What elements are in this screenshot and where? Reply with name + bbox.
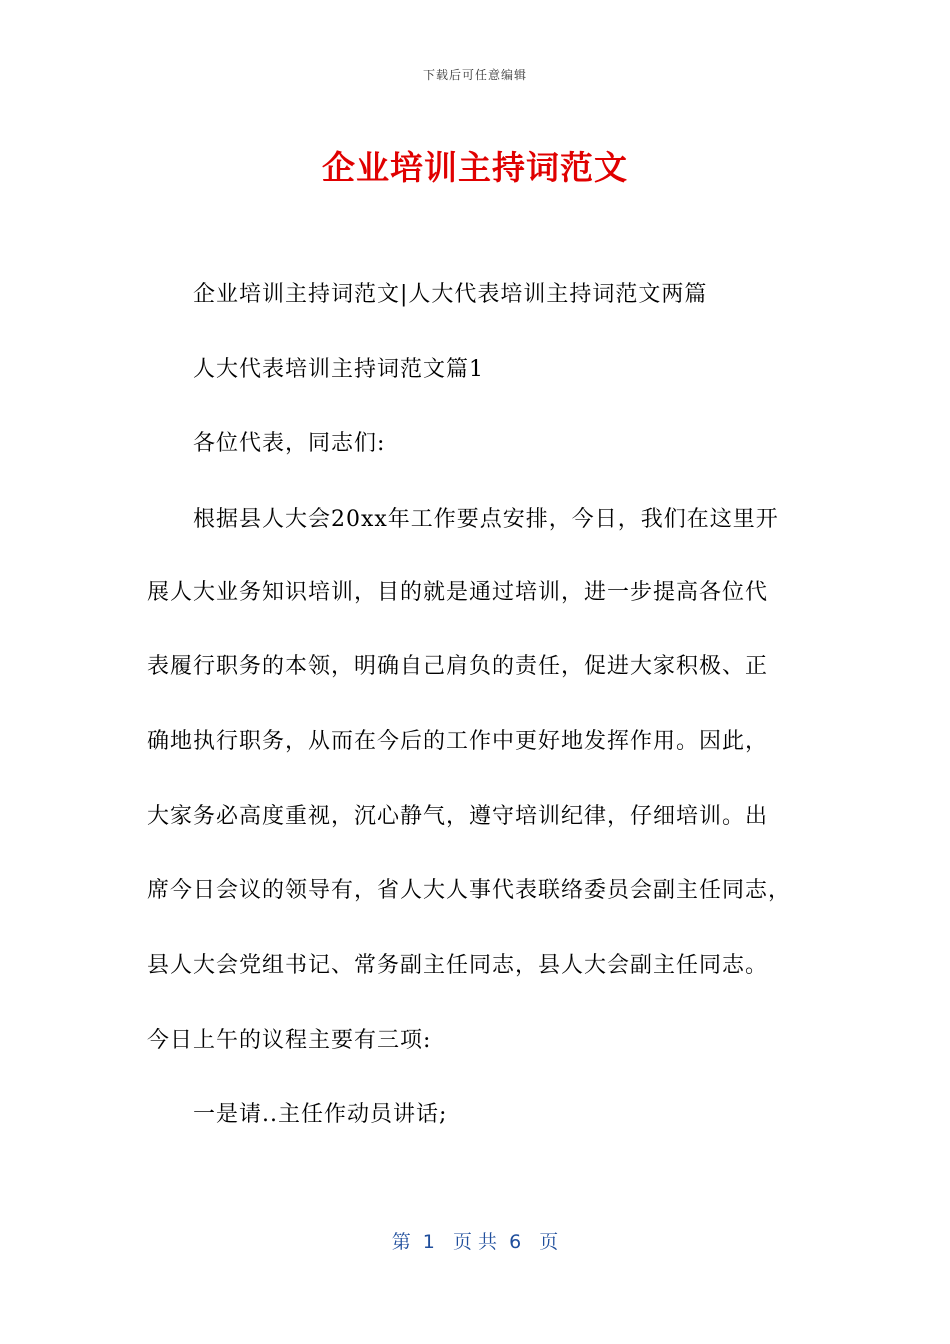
paragraph-line: 席今日会议的领导有，省人大人事代表联络委员会副主任同志，	[147, 878, 792, 903]
paragraph-line: 一是请..主任作动员讲话;	[193, 1102, 448, 1127]
paragraph-line: 确地执行职务，从而在今后的工作中更好地发挥作用。因此，	[147, 729, 769, 754]
paragraph-line: 展人大业务知识培训，目的就是通过培训，进一步提高各位代	[147, 580, 769, 605]
page-number-footer: 第 1 页 共 6 页	[391, 1231, 559, 1253]
paragraph-line: 表履行职务的本领，明确自己肩负的责任，促进大家积极、正	[147, 654, 769, 679]
paragraph-line: 人大代表培训主持词范文篇1	[193, 357, 484, 382]
paragraph-line: 根据县人大会20xx年工作要点安排，今日，我们在这里开	[193, 507, 779, 532]
paragraph-line: 今日上午的议程主要有三项:	[147, 1028, 432, 1053]
document-title: 企业培训主持词范文	[322, 148, 628, 187]
header-note: 下载后可任意编辑	[422, 68, 527, 82]
paragraph-line: 各位代表，同志们:	[193, 431, 386, 456]
paragraph-line: 企业培训主持词范文|人大代表培训主持词范文两篇	[193, 282, 708, 307]
paragraph-line: 县人大会党组书记、常务副主任同志，县人大会副主任同志。	[147, 953, 769, 978]
paragraph-line: 大家务必高度重视，沉心静气，遵守培训纪律，仔细培训。出	[147, 804, 769, 829]
